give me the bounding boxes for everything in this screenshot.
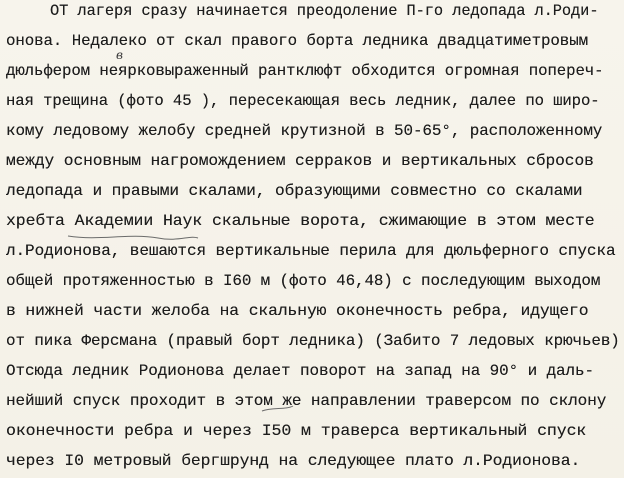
text-line-15: оконечности ребра и через I50 м траверса вертикальный спуск xyxy=(6,422,587,440)
text-line-7: ледопада и правыми скалами, образующими совместно со скалами xyxy=(6,182,583,200)
text-line-2: онова. Недалеко от скал правого борта ледника двадцатиметровым xyxy=(6,32,588,50)
text-line-16: через I0 метровый бергшрунд на следующее плато л.Родионова. xyxy=(6,452,581,470)
text-line-5: кому ледовому желобу средней крутизной в 50-65°, расположенному xyxy=(6,122,603,140)
text-line-4: ная трещина (фото 45 ), пересекающая весь ледник, далее по широ- xyxy=(6,92,600,110)
text-line-3: дюльфером неярковыраженный рантклюфт обходится огромная попереч- xyxy=(6,62,604,80)
text-line-13: Отсюда ледник Родионова делает поворот на запад на 90° и даль- xyxy=(6,362,594,380)
text-line-11: в нижней части желоба на скальную оконечность ребра, идущего xyxy=(6,302,589,320)
text-line-1: ОТ лагеря сразу начинается преодоление П-го ледопада л.Роди- xyxy=(50,2,599,20)
text-line-9: л.Родионова, вешаются вертикальные перила для дюльферного спуска xyxy=(6,242,616,260)
text-line-8: хребта Академии Наук скальные ворота, сжимающие в этом месте xyxy=(6,212,595,230)
text-line-14: нейший спуск проходит в этом же направлении траверсом по склону xyxy=(6,392,607,410)
handwritten-insert: в xyxy=(116,48,123,62)
text-line-10: общей протяженностью в I60 м (фото 46,48) с последующим выходом xyxy=(6,272,601,290)
text-line-6: между основным нагромождением серраков и вертикальных сбросов xyxy=(6,152,594,170)
text-line-12: от пика Ферсмана (правый борт ледника) (Забито 7 ледовых крючьев) xyxy=(6,332,620,350)
